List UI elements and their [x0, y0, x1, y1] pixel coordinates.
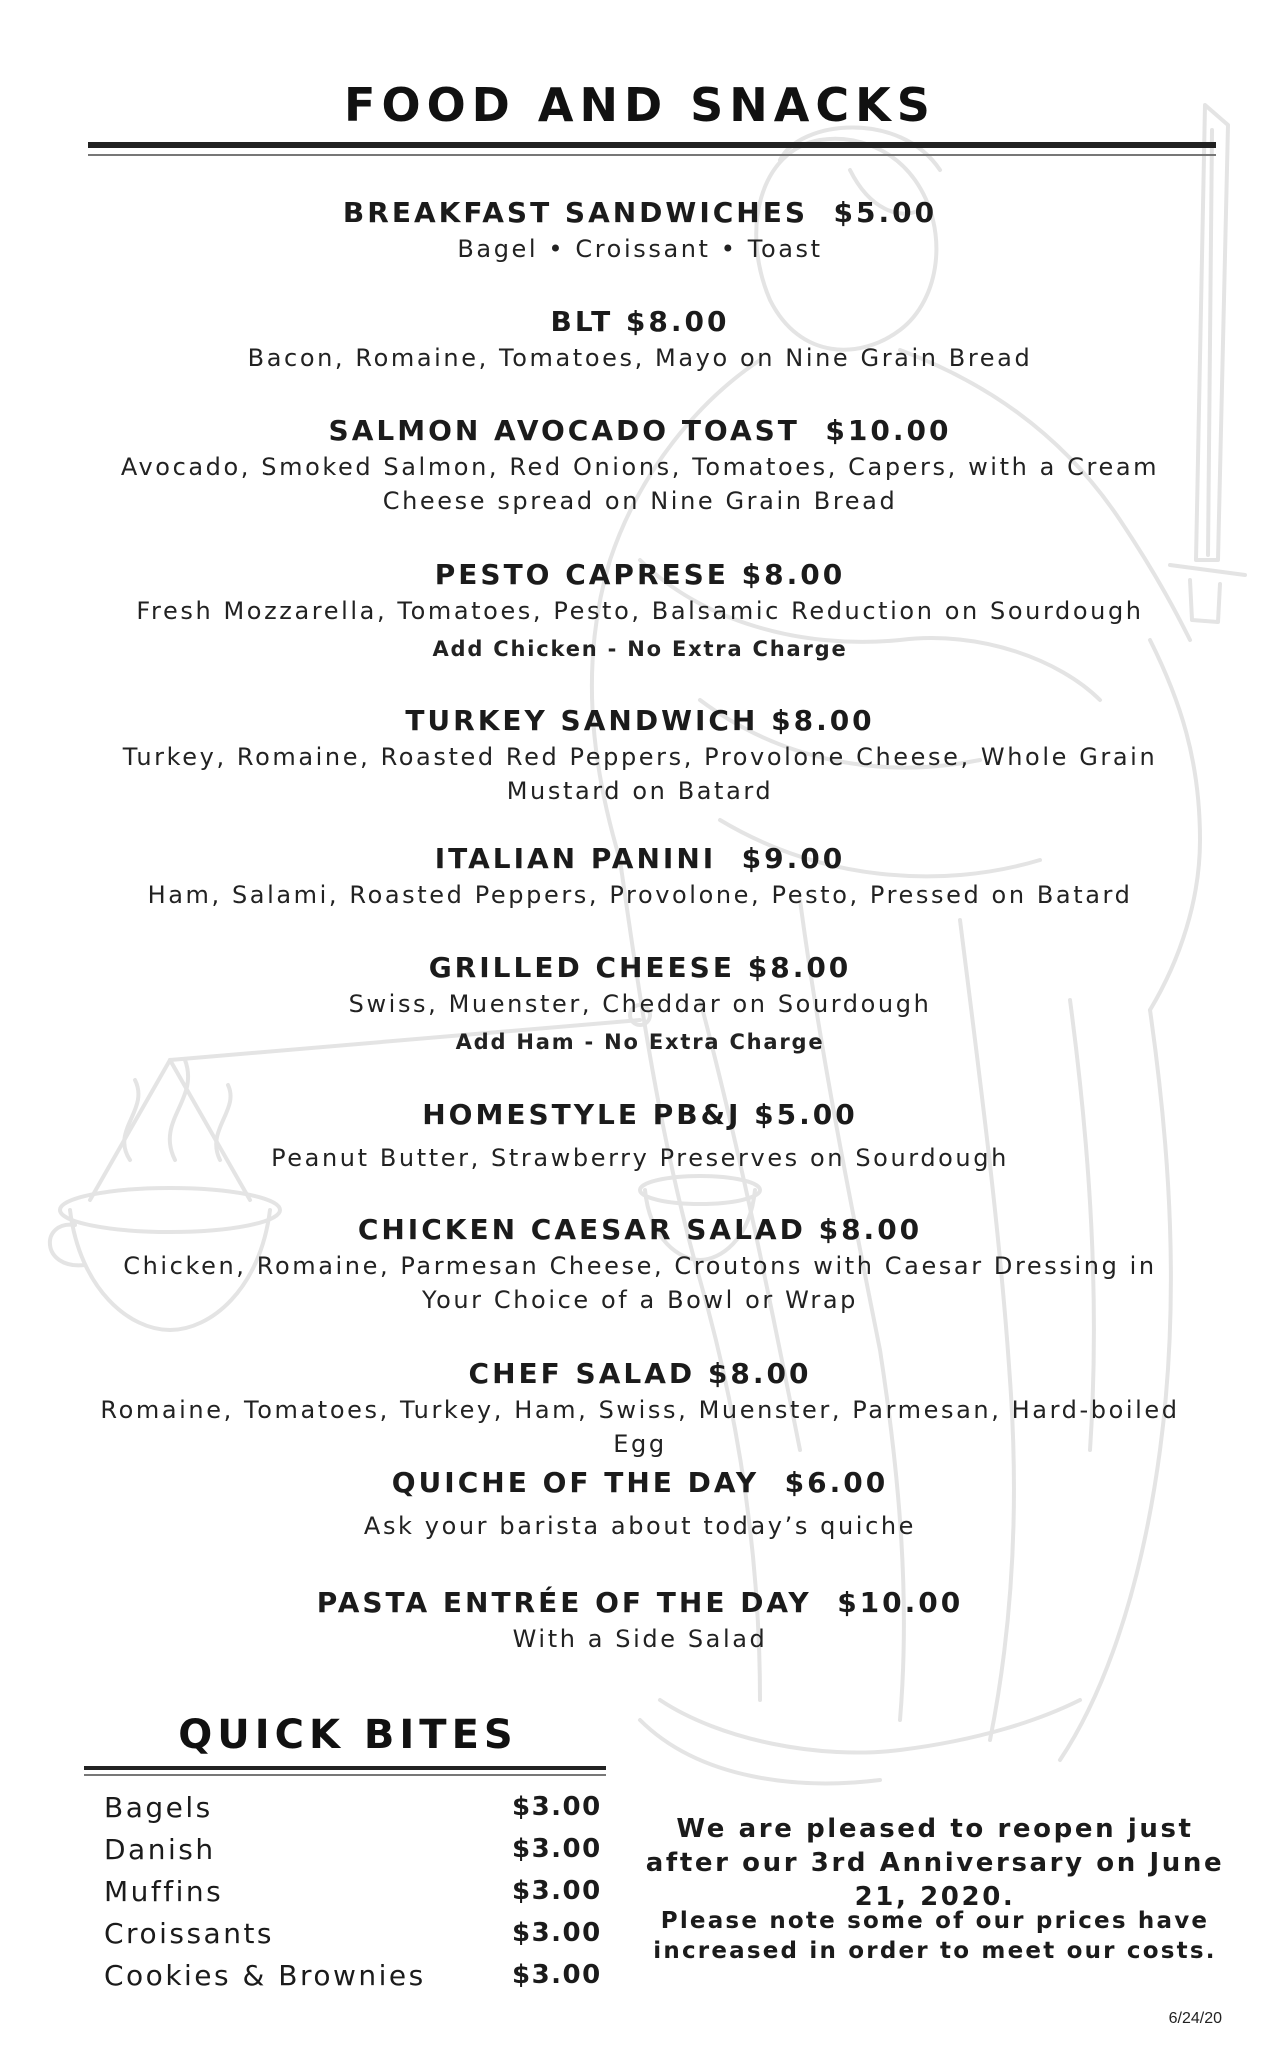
menu-item-chicken-caesar-salad — [90, 1212, 1190, 1317]
page-title: FOOD AND SNACKS — [344, 78, 936, 132]
menu-item-description: With a Side Salad — [512, 1625, 768, 1653]
menu-item-blt — [90, 304, 1190, 375]
reopen-notice: We are pleased to reopen just after our 3rd Anniversary on June 21, 2020. — [645, 1814, 1225, 1912]
menu-item-homestyle-pbj — [90, 1097, 1190, 1175]
menu-item-description: Romaine, Tomatoes, Turkey, Ham, Swiss, Muenster, Parmesan, Hard-boiled Egg — [100, 1396, 1180, 1458]
quick-bites-divider-thin — [84, 1774, 606, 1776]
menu-item-title: ITALIAN PANINI $9.00 — [434, 842, 846, 875]
menu-item-title: PESTO CAPRESE $8.00 — [434, 558, 846, 591]
quick-bites-list — [104, 1786, 604, 1996]
menu-item-title: GRILLED CHEESE $8.00 — [428, 951, 852, 984]
list-item — [104, 1954, 604, 1996]
menu-item-description: Fresh Mozzarella, Tomatoes, Pesto, Balsamic Reduction on Sourdough — [136, 597, 1144, 625]
quick-bite-price: $3.00 — [512, 1792, 602, 1822]
menu-item-description: Turkey, Romaine, Roasted Red Peppers, Provolone Cheese, Whole Grain Mustard on Batard — [122, 743, 1158, 805]
quick-bite-name: Cookies & Brownies — [104, 1958, 426, 1992]
quick-bite-name: Bagels — [104, 1790, 213, 1824]
menu-item-description: Bacon, Romaine, Tomatoes, Mayo on Nine Grain Bread — [247, 344, 1033, 372]
menu-item-pasta-entree-of-the-day — [90, 1585, 1190, 1656]
menu-item-title: CHICKEN CAESAR SALAD $8.00 — [357, 1213, 923, 1246]
list-item — [104, 1828, 604, 1870]
menu-item-title: BREAKFAST SANDWICHES $5.00 — [342, 196, 938, 229]
menu-item-description: Ham, Salami, Roasted Peppers, Provolone, Pesto, Pressed on Batard — [147, 881, 1133, 909]
quick-bite-price: $3.00 — [512, 1960, 602, 1990]
menu-item-salmon-avocado-toast — [90, 413, 1190, 518]
title-divider-thin — [88, 154, 1216, 156]
quick-bite-price: $3.00 — [512, 1918, 602, 1948]
quick-bites-divider-thick — [84, 1766, 606, 1770]
price-increase-notice: Please note some of our prices have increased in order to meet our costs. — [653, 1908, 1217, 1964]
menu-item-title: CHEF SALAD $8.00 — [468, 1357, 812, 1390]
menu-item-description: Ask your barista about today’s quiche — [363, 1512, 917, 1540]
menu-item-title: QUICHE OF THE DAY $6.00 — [391, 1466, 889, 1499]
menu-item-turkey-sandwich — [90, 703, 1190, 808]
menu-item-description: Bagel • Croissant • Toast — [457, 235, 823, 263]
quick-bite-name: Muffins — [104, 1874, 224, 1908]
quick-bite-name: Danish — [104, 1832, 216, 1866]
menu-item-note: Add Chicken - No Extra Charge — [432, 637, 848, 661]
list-item — [104, 1912, 604, 1954]
menu-item-italian-panini — [90, 841, 1190, 912]
menu-item-description: Peanut Butter, Strawberry Preserves on Sourdough — [271, 1144, 1009, 1172]
quick-bites-title: QUICK BITES — [178, 1712, 518, 1758]
menu-item-title: BLT $8.00 — [550, 305, 730, 338]
menu-item-description: Swiss, Muenster, Cheddar on Sourdough — [348, 990, 932, 1018]
menu-item-title: HOMESTYLE PB&J $5.00 — [422, 1098, 858, 1131]
menu-item-description: Chicken, Romaine, Parmesan Cheese, Croutons with Caesar Dressing in Your Choice of a Bowl or Wrap — [123, 1252, 1157, 1314]
menu-item-breakfast-sandwiches — [90, 195, 1190, 266]
menu-item-grilled-cheese — [90, 950, 1190, 1057]
menu-item-title: SALMON AVOCADO TOAST $10.00 — [328, 414, 952, 447]
menu-item-title: TURKEY SANDWICH $8.00 — [405, 704, 875, 737]
quick-bite-price: $3.00 — [512, 1834, 602, 1864]
menu-item-description: Avocado, Smoked Salmon, Red Onions, Tomatoes, Capers, with a Cream Cheese spread on Nine Grain Bread — [120, 453, 1160, 515]
title-divider-thick — [88, 142, 1216, 148]
menu-item-chef-salad — [90, 1356, 1190, 1461]
menu-item-quiche-of-the-day — [90, 1465, 1190, 1543]
date-stamp: 6/24/20 — [1168, 2010, 1222, 2027]
quick-bite-name: Croissants — [104, 1916, 275, 1950]
menu-item-title: PASTA ENTRÉE OF THE DAY $10.00 — [316, 1586, 964, 1619]
menu-item-pesto-caprese — [90, 557, 1190, 664]
menu-item-note: Add Ham - No Extra Charge — [455, 1030, 825, 1054]
list-item — [104, 1786, 604, 1828]
quick-bite-price: $3.00 — [512, 1876, 602, 1906]
list-item — [104, 1870, 604, 1912]
